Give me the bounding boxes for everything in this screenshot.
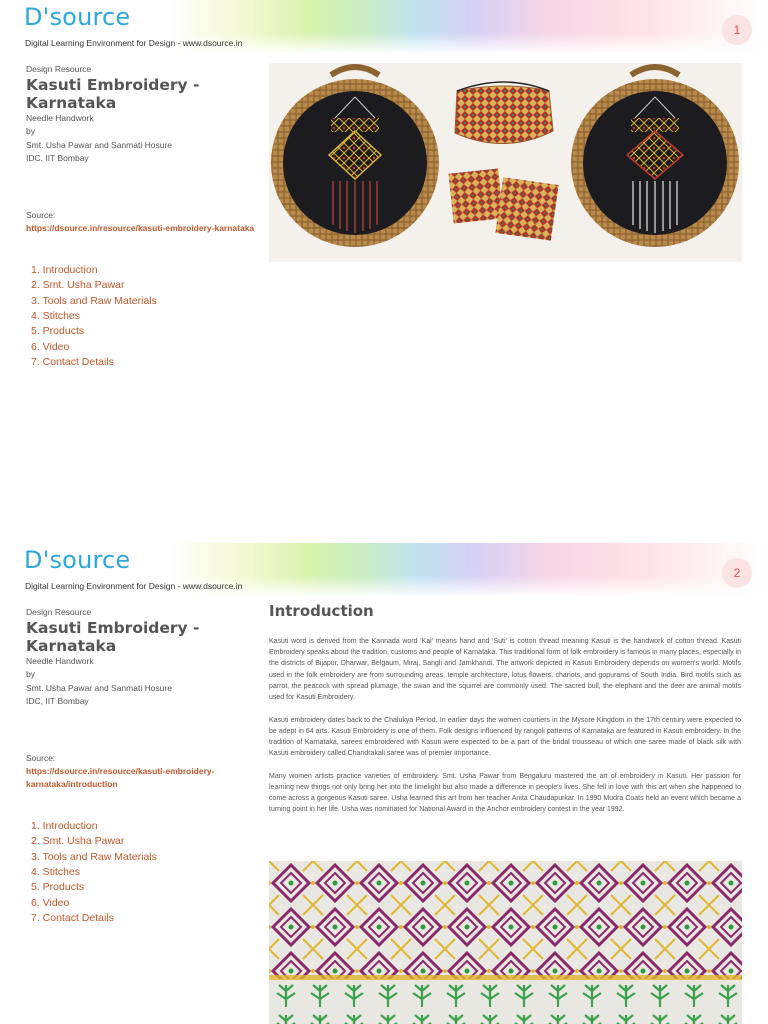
resource-subtitle: Needle Handwork xyxy=(26,656,94,666)
toc-item-stitches[interactable]: 4. Stitches xyxy=(31,310,81,323)
table-of-contents xyxy=(31,263,256,370)
source-label: Source: xyxy=(26,210,56,221)
intro-paragraph: Many women artists practice varieties of embroidery. Smt. Usha Pawar from Bengaluru mastered the art of embroidery in Kasuti. Her passion for learning new things not only bring her into the limelight but also made a difference in people's lives. She fell in love with this art when she happened to come across a gorgeous Kasuti saree. Usha learned this art from her teacher Anita Chaudapurkar. In 1990 Mudra Coats held an event which became a turning point in her life. Usha was nominated for National Award in the Anchor embroidery contest in the year 1992. xyxy=(269,772,741,814)
by-label: by xyxy=(26,669,35,680)
site-tagline: Digital Learning Environment for Design - www.dsource.in xyxy=(25,581,243,591)
kasuti-embroidery-closeup-image xyxy=(269,861,742,1024)
resource-title: Kasuti Embroidery - Karnataka xyxy=(26,76,200,112)
toc-item-products[interactable]: 5. Products xyxy=(31,325,85,338)
page-2 xyxy=(0,543,768,1024)
dsource-logo[interactable]: D'source xyxy=(24,546,131,574)
toc-item-contact[interactable]: 7. Contact Details xyxy=(31,911,114,924)
toc-item-introduction[interactable]: 1. Introduction xyxy=(31,820,98,833)
source-link[interactable]: https://dsource.in/resource/kasuti-embroidery-karnataka xyxy=(26,223,255,234)
toc-item-video[interactable]: 6. Video xyxy=(31,340,70,353)
intro-paragraph: Kasuti embroidery dates back to the Chalukya Period. In earlier days the women courtiers in the Mysore Kingdom in the 17th century were expected to be adept in 64 arts. Kasuti Embroidery is one of them. Folk designs influenced by rangoli patterns of Karnataka are featured in Kasuti embroidery. In the tradition of Karnataka, sarees embroidered with Kasuti were expected to be a part of the bridal trousseau of which one saree made of black silk with Kasuti embroidery called Chandrakali saree was of premier importance. xyxy=(269,716,741,758)
site-tagline: Digital Learning Environment for Design - www.dsource.in xyxy=(25,38,243,48)
page-header xyxy=(0,0,768,54)
toc-item-introduction[interactable]: 1. Introduction xyxy=(31,264,98,277)
section-heading-introduction: Introduction xyxy=(269,602,374,620)
resource-subtitle: Needle Handwork xyxy=(26,113,94,123)
toc-item-contact[interactable]: 7. Contact Details xyxy=(31,355,114,368)
embroidery-pattern-illustration xyxy=(269,861,742,1024)
by-label: by xyxy=(26,126,35,137)
resource-sidebar xyxy=(26,64,256,370)
hero-image-kasuti-products xyxy=(269,63,742,262)
authors: Smt. Usha Pawar and Sanmati Hosure xyxy=(26,682,172,693)
toc-item-stitches[interactable]: 4. Stitches xyxy=(31,866,81,879)
page-number-badge: 2 xyxy=(722,558,752,588)
toc-item-usha-pawar[interactable]: 2. Smt. Usha Pawar xyxy=(31,279,125,292)
toc-item-tools[interactable]: 3. Tools and Raw Materials xyxy=(31,850,157,863)
kasuti-products-illustration xyxy=(269,63,742,262)
page-number-badge: 1 xyxy=(722,15,752,45)
resource-sidebar xyxy=(26,607,256,926)
resource-title: Kasuti Embroidery - Karnataka xyxy=(26,619,200,655)
page-header xyxy=(0,543,768,597)
introduction-body xyxy=(269,636,741,827)
source-link[interactable]: https://dsource.in/resource/kasuti-embroidery-karnataka/introduction xyxy=(26,766,215,790)
dsource-logo[interactable]: D'source xyxy=(24,3,131,31)
resource-label: Design Resource xyxy=(26,64,92,74)
authors: Smt. Usha Pawar and Sanmati Hosure xyxy=(26,139,172,150)
toc-item-usha-pawar[interactable]: 2. Smt. Usha Pawar xyxy=(31,835,125,848)
toc-item-video[interactable]: 6. Video xyxy=(31,896,70,909)
institute: IDC, IIT Bombay xyxy=(26,695,89,706)
toc-item-products[interactable]: 5. Products xyxy=(31,881,85,894)
resource-label: Design Resource xyxy=(26,607,92,617)
source-label: Source: xyxy=(26,753,56,764)
institute: IDC, IIT Bombay xyxy=(26,152,89,163)
page-1 xyxy=(0,0,768,500)
toc-item-tools[interactable]: 3. Tools and Raw Materials xyxy=(31,294,157,307)
table-of-contents xyxy=(31,819,256,926)
intro-paragraph: Kasuti word is derived from the Kannada word 'Kai' means hand and 'Suti' is cotton thread meaning Kasuti is the handwork of cotton thread. Kasuti Embroidery speaks about the tradition, customs and people of Karnataka. This traditional form of folk embroidery is famous in many places, especially in the districts of Bijapur, Dharwar, Belgaum, Miraj, Sangli and Jamkhandi. The artwork depicted in Kasuti Embroidery depends on women's world. Motifs used in the folk embroidery are from surrounding areas, temple architecture, lotus flowers, chariots, and gopurams of South India. Bird motifs such as parrot, the peacock with spread plumage, the swan and the squirrel are commonly used. The sacred bull, the elephant and the deer are animal motifs used for Kasuti Embroidery. xyxy=(269,638,741,702)
